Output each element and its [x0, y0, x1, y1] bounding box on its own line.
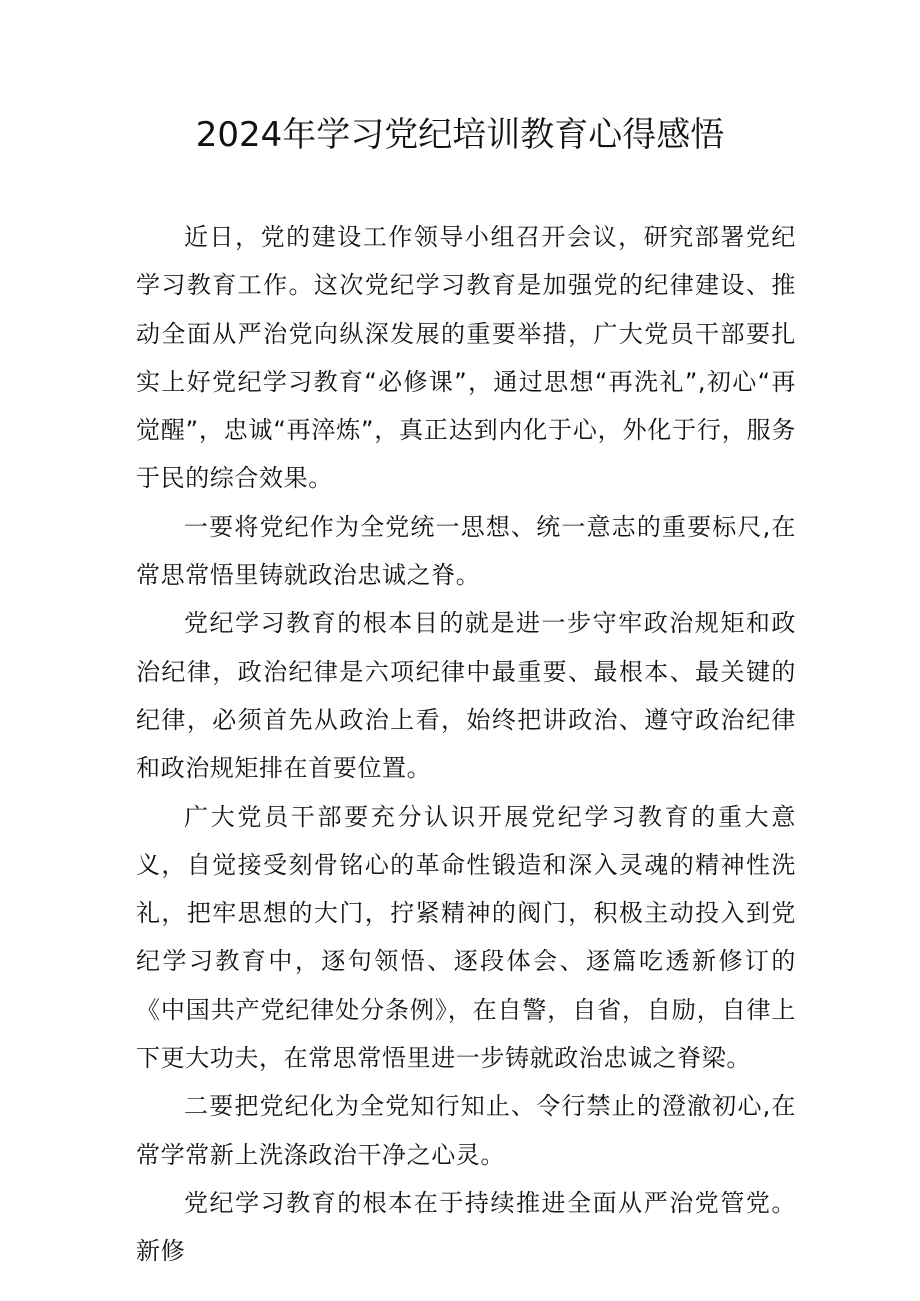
paragraph-5: 二要把党纪化为全党知行知止、令行禁止的澄澈初心,在常学常新上洗涤政治干净之心灵。 [136, 1092, 796, 1169]
paragraph-3: 党纪学习教育的根本目的就是进一步守牢政治规矩和政治纪律，政治纪律是六项纪律中最重要、最根本、最关键的纪律，必须首先从政治上看，始终把讲政治、遵守政治纪律和政治规矩排在首要位置。 [136, 609, 796, 783]
paragraph-6: 党纪学习教育的根本在于持续推进全面从严治党管党。新修 [136, 1188, 796, 1266]
document-title: 2024年学习党纪培训教育心得感悟 [195, 115, 725, 155]
paragraph-4: 广大党员干部要充分认识开展党纪学习教育的重大意义，自觉接受刻骨铭心的革命性锻造和深入灵魂的精神性洗礼，把牢思想的大门，拧紧精神的阀门，积极主动投入到党纪学习教育中，逐句领悟、逐段体会、逐篇吃透新修订的《中国共产党纪律处分条例》，在自警，自省，自励，自律上下更大功夫，在常思常悟里进一步铸就政治忠诚之脊梁。 [136, 802, 796, 1073]
document-body [136, 213, 796, 1276]
paragraph-2: 一要将党纪作为全党统一思想、统一意志的重要标尺,在常思常悟里铸就政治忠诚之脊。 [136, 512, 796, 590]
paragraph-1: 近日，党的建设工作领导小组召开会议，研究部署党纪学习教育工作。这次党纪学习教育是加强党的纪律建设、推动全面从严治党向纵深发展的重要举措，广大党员干部要扎实上好党纪学习教育“必修课”，通过思想“再洗礼”,初心“再觉醒”，忠诚“再淬炼”，真正达到内化于心，外化于行，服务于民的综合效果。 [136, 223, 796, 493]
